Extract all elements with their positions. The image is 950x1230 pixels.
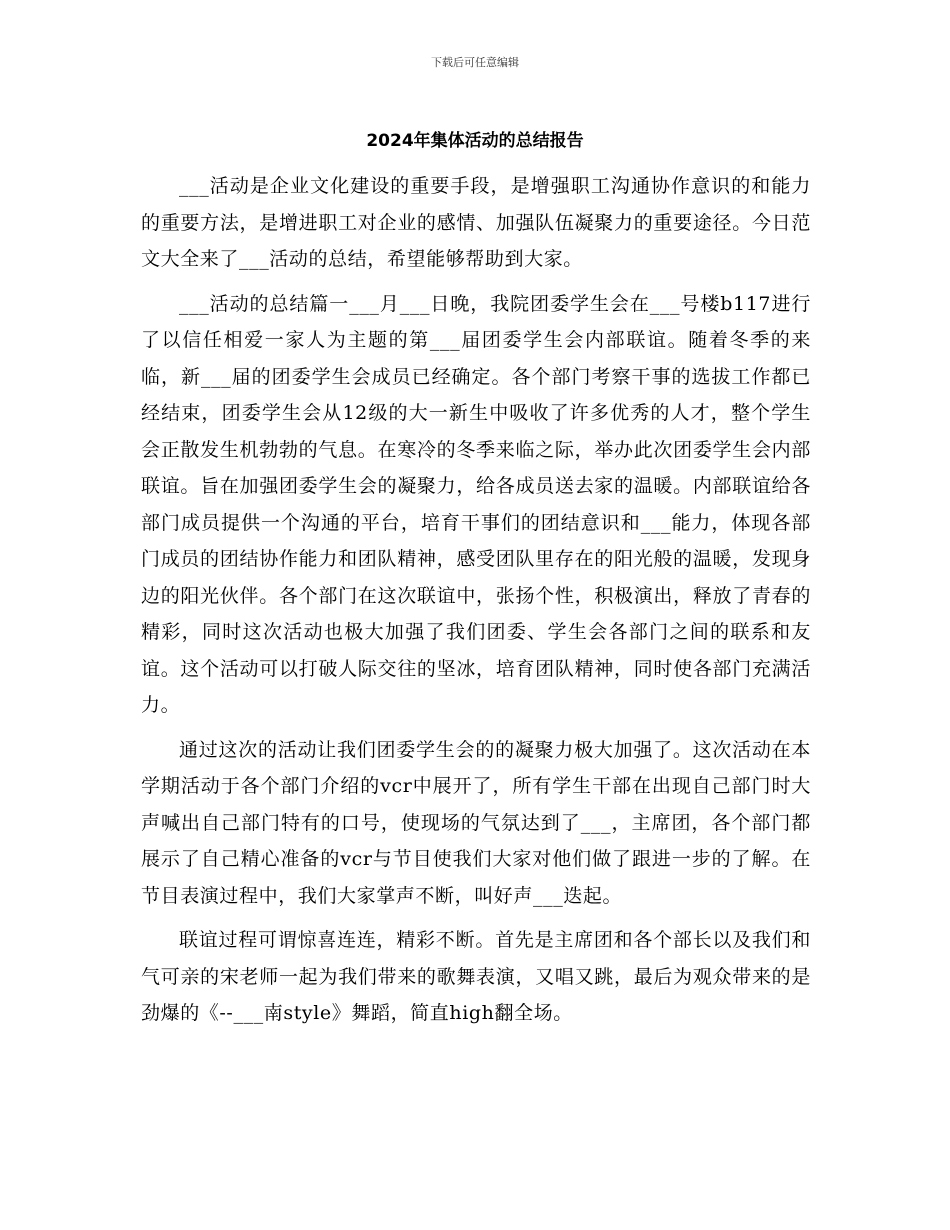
paragraph-2: ___活动的总结篇一___月___日晚，我院团委学生会在___号楼b117进行了以信任相爱一家人为主题的第___届团委学生会内部联谊。随着冬季的来临，新___届的团委学生会成员已经确定。各个部门考察干事的选拔工作都已经结束，团委学生会从12级的大一新生中吸收了许多优秀的人才，整个学生会正散发生机勃勃的气息。在寒冷的冬季来临之际，举办此次团委学生会内部联谊。旨在加强团委学生会的凝聚力，给各成员送去家的温暖。内部联谊给各部门成员提供一个沟通的平台，培育干事们的团结意识和___能力，体现各部门成员的团结协作能力和团队精神，感受团队里存在的阳光般的温暖，发现身边的阳光伙伴。各个部门在这次联谊中，张扬个性，积极演出，释放了青春的精彩，同时这次活动也极大加强了我们团委、学生会各部门之间的联系和友谊。这个活动可以打破人际交往的坚冰，培育团队精神，同时使各部门充满活力。: [141, 292, 811, 716]
document-title: 2024年集体活动的总结报告: [366, 131, 584, 151]
document-body: [141, 168, 811, 1040]
paragraph-4: 联谊过程可谓惊喜连连，精彩不断。首先是主席团和各个部长以及我们和气可亲的宋老师一起为我们带来的歌舞表演，又唱又跳，最后为观众带来的是劲爆的《--___南style》舞蹈，简直high翻全场。: [141, 929, 811, 1024]
paragraph-1: ___活动是企业文化建设的重要手段，是增强职工沟通协作意识的和能力的重要方法，是增进职工对企业的感情、加强队伍凝聚力的重要途径。今日范文大全来了___活动的总结，希望能够帮助到大家。: [141, 175, 811, 270]
header-note: 下载后可任意编辑: [431, 56, 519, 69]
paragraph-3: 通过这次的活动让我们团委学生会的的凝聚力极大加强了。这次活动在本学期活动于各个部门介绍的vcr中展开了，所有学生干部在出现自己部门时大声喊出自己部门特有的口号，使现场的气氛达到了___，主席团，各个部门都展示了自己精心准备的vcr与节目使我们大家对他们做了跟进一步的了解。在节目表演过程中，我们大家掌声不断，叫好声___迭起。: [141, 738, 811, 907]
